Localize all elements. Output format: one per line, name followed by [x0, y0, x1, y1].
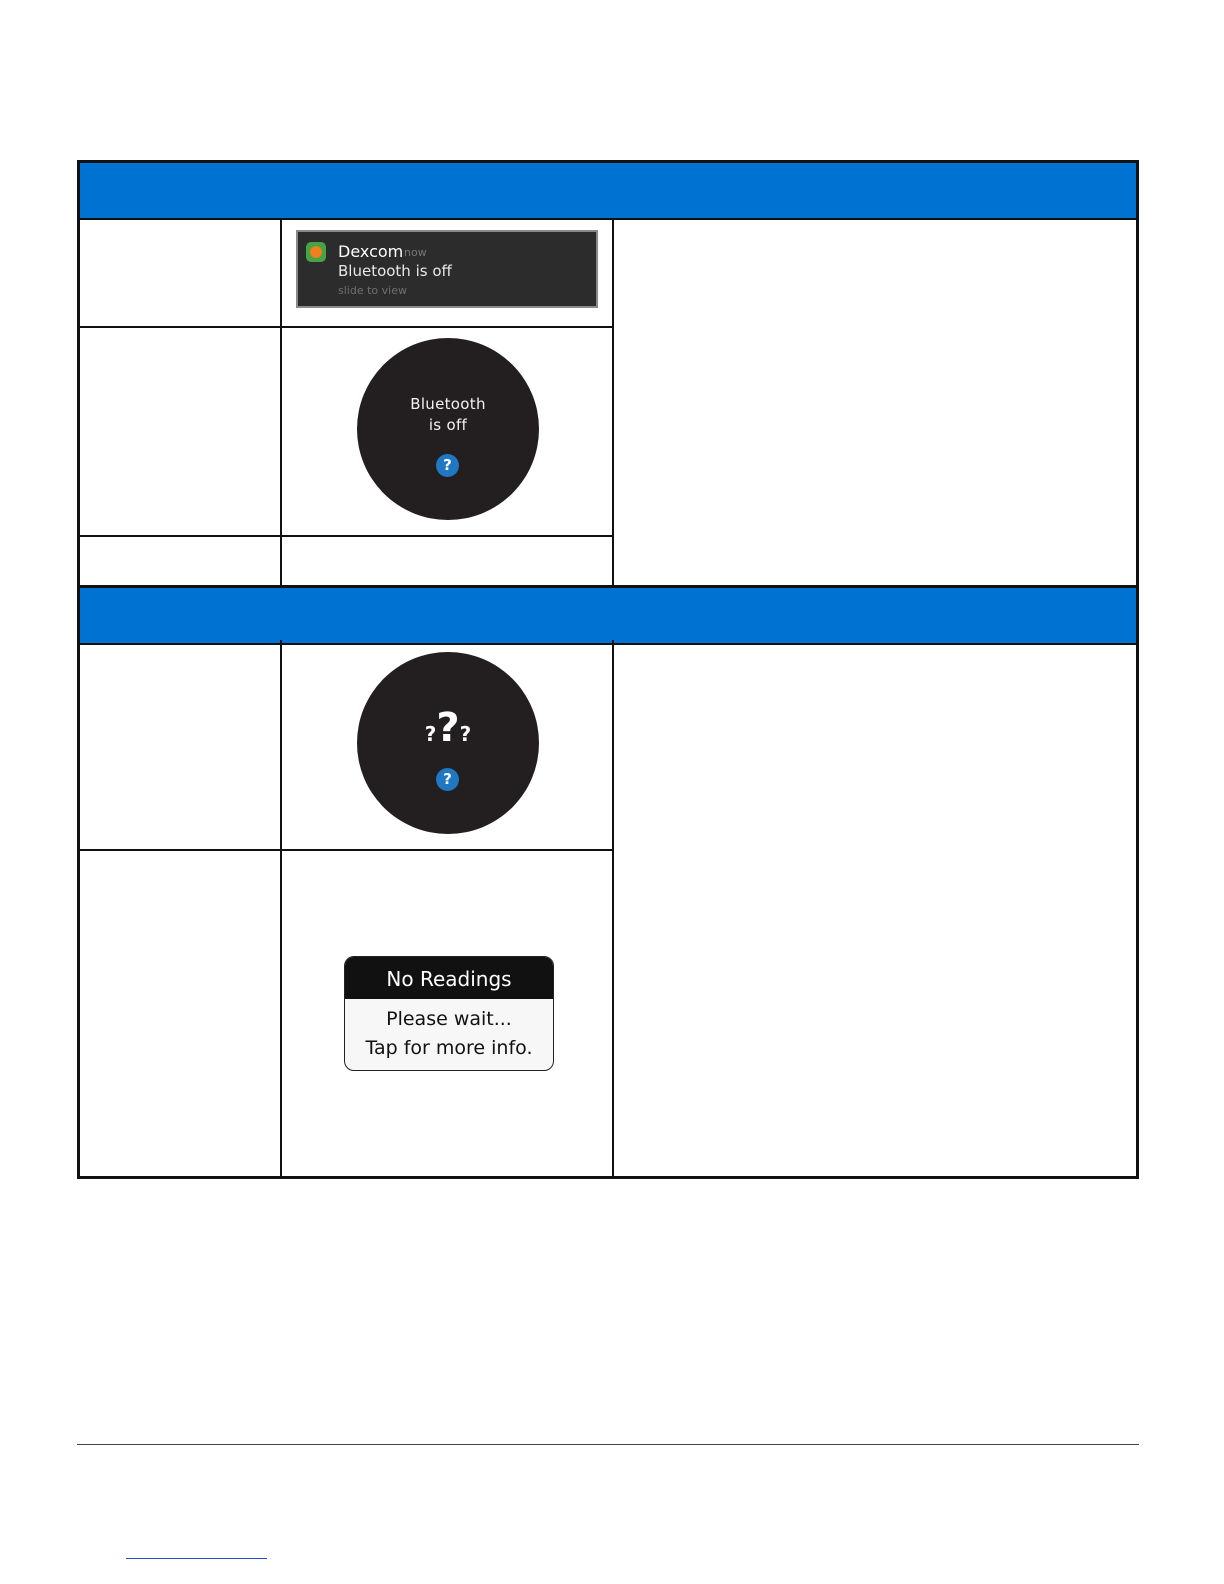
no-readings-body [345, 999, 553, 1063]
help-icon: ? [436, 454, 459, 477]
notification-hint: slide to view [338, 284, 407, 297]
row-divider [80, 849, 613, 851]
help-icon: ? [436, 768, 459, 791]
column-divider [612, 218, 614, 585]
no-readings-title: No Readings [345, 957, 553, 999]
dexcom-app-icon [306, 242, 326, 262]
column-divider [612, 640, 614, 1179]
question-mark-large: ? [436, 705, 460, 751]
watch-face-unknown-reading [357, 652, 539, 834]
question-mark-small: ? [424, 722, 437, 746]
watch-text-line: Bluetooth [410, 395, 486, 413]
question-marks-icon [357, 705, 539, 751]
no-readings-line: Please wait... [386, 1008, 512, 1030]
troubleshooting-table [77, 160, 1139, 1179]
notification-time: now [404, 246, 427, 259]
column-divider [280, 218, 282, 585]
footer-divider [77, 1444, 1139, 1445]
row-divider [80, 326, 613, 328]
section-header-band-2 [80, 585, 1136, 645]
no-readings-alert [344, 956, 554, 1071]
bluetooth-off-notification [296, 230, 598, 308]
watch-bluetooth-text [357, 394, 539, 436]
notification-app-name: Dexcom [338, 242, 404, 261]
notification-message: Bluetooth is off [338, 262, 452, 280]
question-mark-small: ? [459, 722, 472, 746]
footer-link-underline [126, 1558, 267, 1559]
row-divider [80, 535, 613, 537]
section-header-band-1 [80, 163, 1136, 220]
column-divider [280, 640, 282, 1179]
no-readings-line: Tap for more info. [365, 1037, 533, 1059]
watch-text-line: is off [428, 416, 468, 434]
watch-face-bluetooth-off [357, 338, 539, 520]
